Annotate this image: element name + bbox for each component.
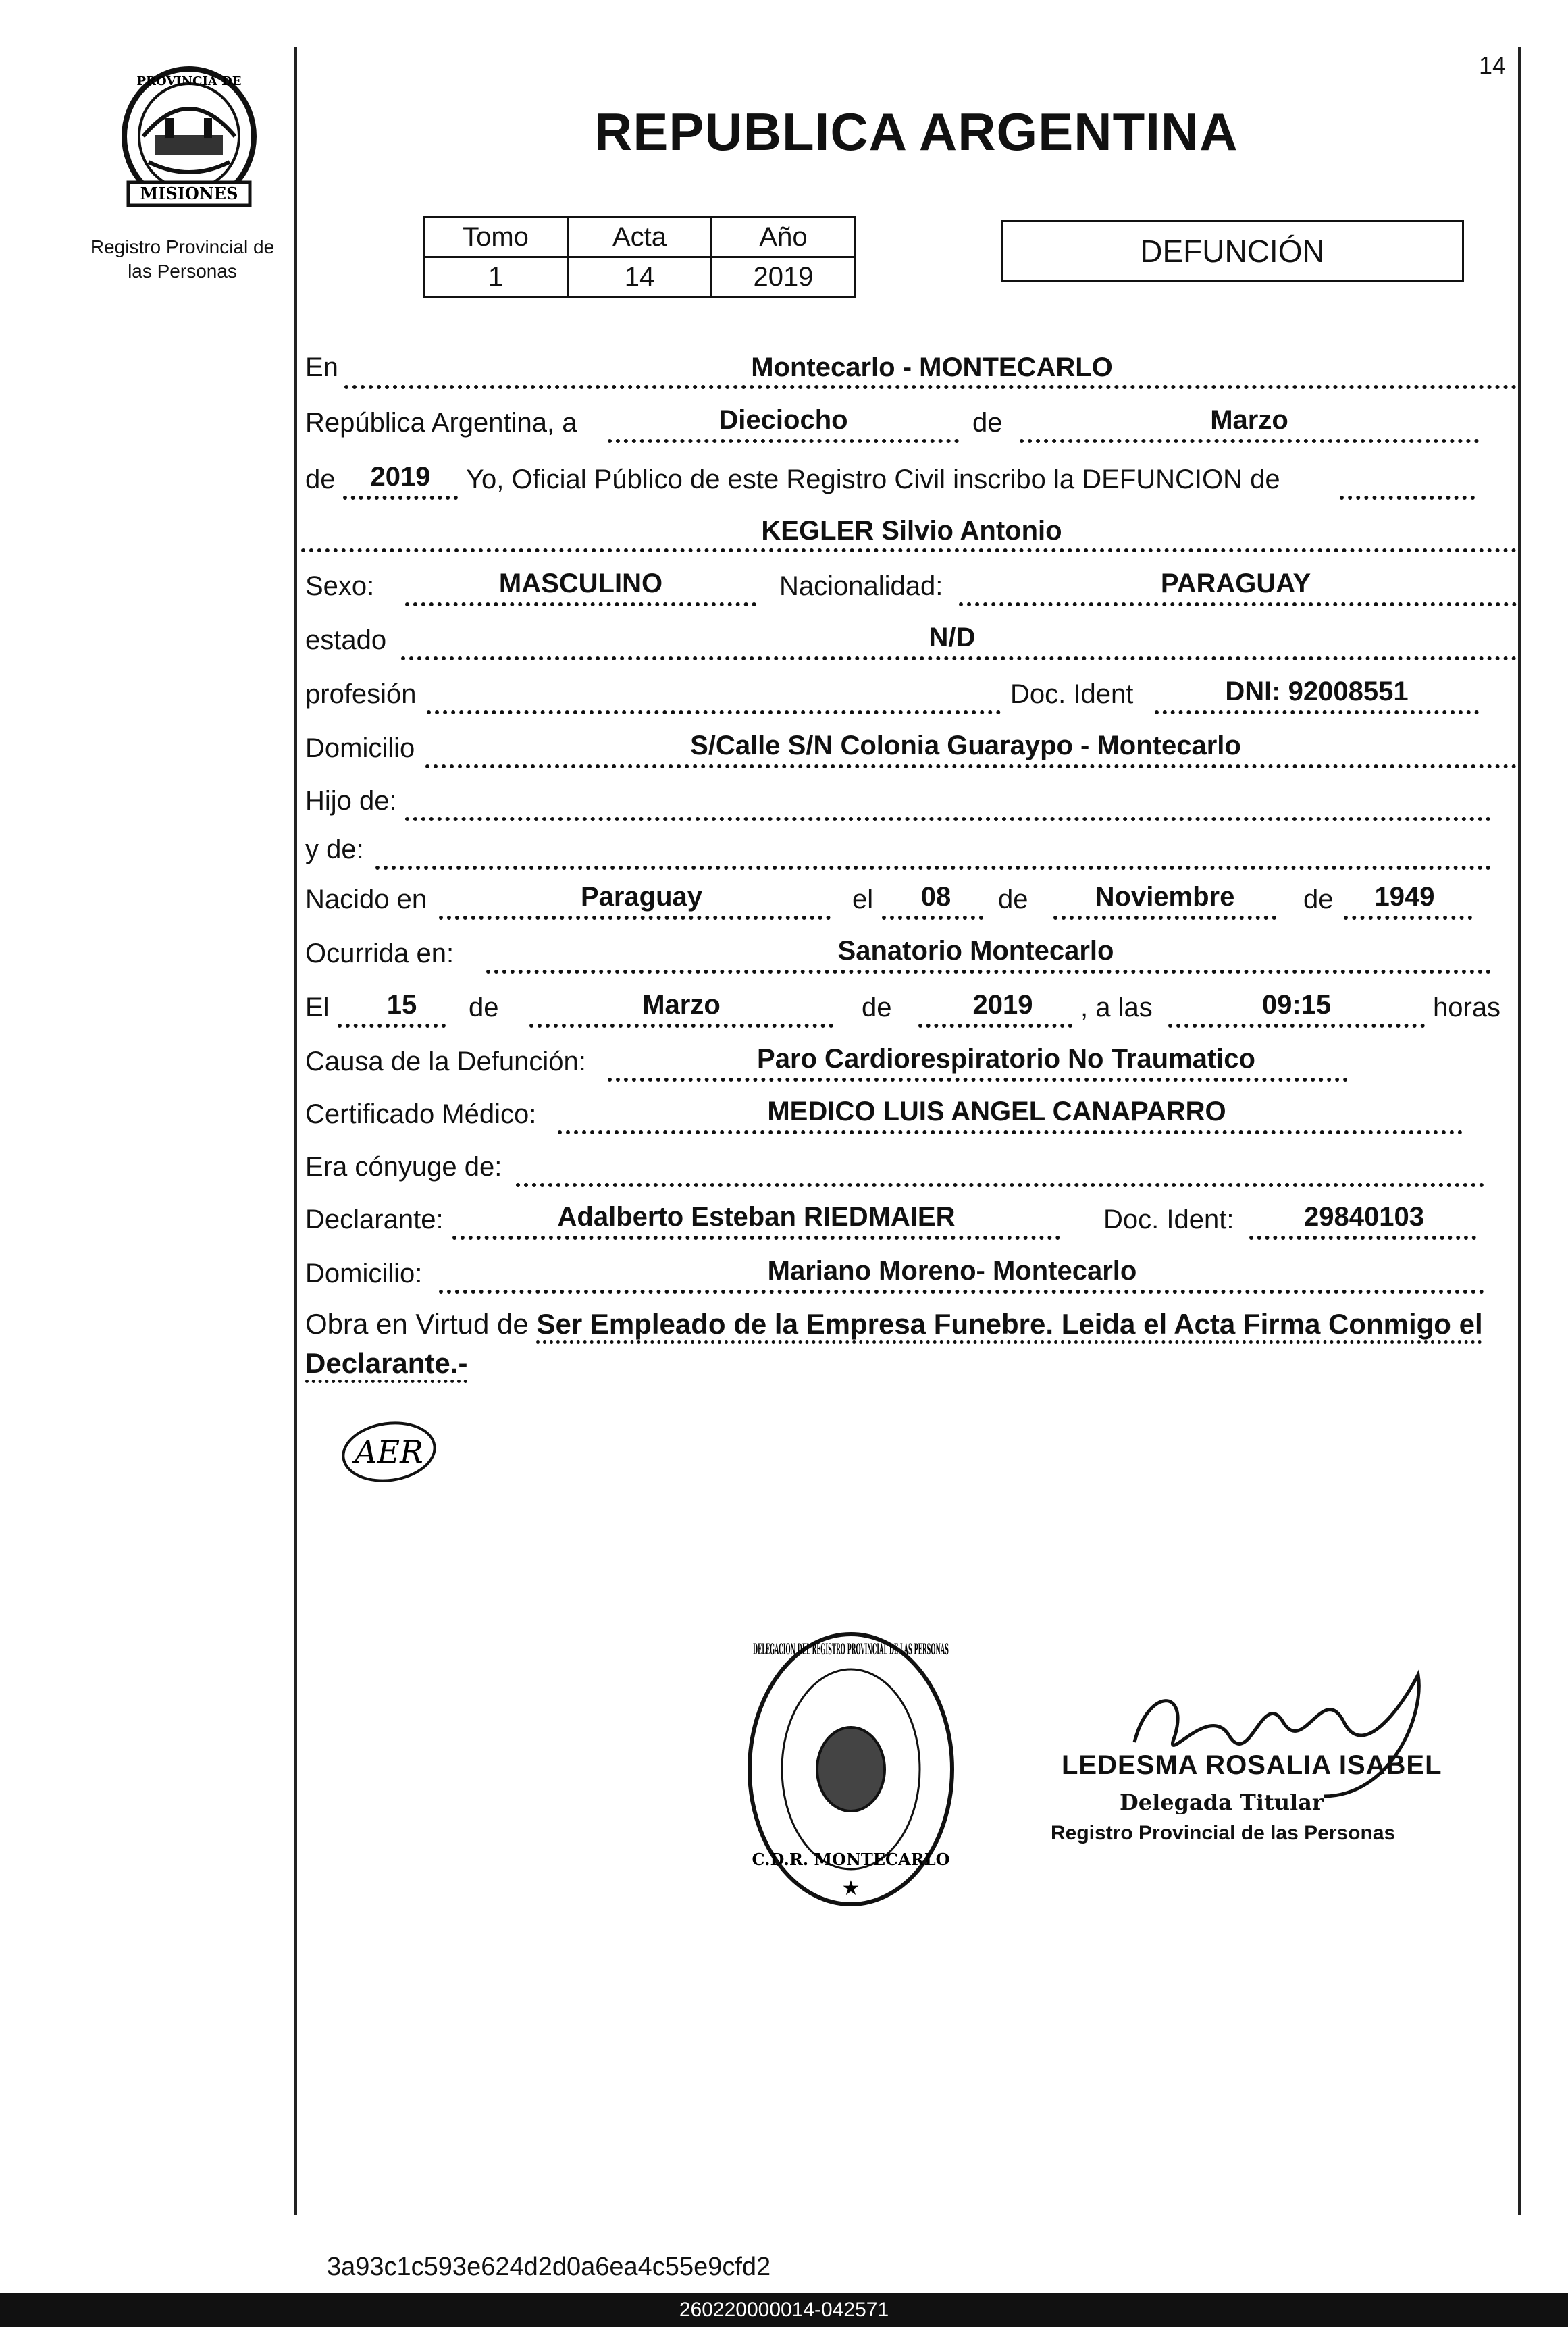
- profesion-label: profesión: [305, 679, 417, 709]
- estado-dotted-line: [401, 656, 1517, 660]
- nac-mes-value: Noviembre: [1095, 882, 1235, 912]
- nacido-dotted-line: [439, 916, 831, 920]
- en-dotted-line: [344, 385, 1517, 389]
- sexo-dotted-line: [405, 602, 756, 606]
- signatory-name: LEDESMA ROSALIA ISABEL: [1062, 1750, 1442, 1780]
- anio-inscripcion-value: 2019: [370, 462, 431, 492]
- nac-mes-dotted-line: [1053, 916, 1276, 920]
- declarante-domicilio-dotted-line: [439, 1290, 1484, 1294]
- def-anio-value: 2019: [972, 990, 1033, 1020]
- initials-text: AER: [355, 1434, 423, 1470]
- el-fecha-label: El: [305, 993, 330, 1022]
- declarante-domicilio-label: Domicilio:: [305, 1259, 423, 1288]
- nac-dia-value: 08: [920, 882, 951, 912]
- causa-label: Causa de la Defunción:: [305, 1047, 586, 1076]
- handwritten-initials: [336, 1414, 444, 1488]
- horas-label: horas: [1433, 993, 1501, 1022]
- declarante-doc-label: Doc. Ident:: [1103, 1205, 1234, 1234]
- declarante-doc-dotted-line: [1249, 1236, 1476, 1240]
- domicilio-label: Domicilio: [305, 733, 415, 763]
- profesion-dotted-line: [427, 710, 1001, 714]
- anio-dotted-line: [343, 496, 458, 500]
- nac-dia-dotted-line: [882, 916, 983, 920]
- obra-label: Obra en Virtud de: [305, 1308, 529, 1340]
- tomo-value: 1: [424, 257, 568, 297]
- official-stamp: [743, 1627, 959, 1911]
- certificado-value: MEDICO LUIS ANGEL CANAPARRO: [767, 1097, 1226, 1126]
- de-label-1: de: [972, 408, 1003, 438]
- domicilio-dotted-line: [425, 764, 1517, 768]
- certificado-label: Certificado Médico:: [305, 1099, 537, 1129]
- estado-label: estado: [305, 625, 387, 655]
- el-label: el: [852, 885, 874, 914]
- conyuge-label: Era cónyuge de:: [305, 1152, 502, 1182]
- republica-label: República Argentina, a: [305, 408, 577, 438]
- nacionalidad-value: PARAGUAY: [1160, 569, 1311, 598]
- de-label-3: de: [1303, 885, 1334, 914]
- signatory-role: Delegada Titular: [1120, 1789, 1324, 1815]
- mes-inscripcion-value: Marzo: [1210, 405, 1288, 435]
- doc-ident-label: Doc. Ident: [1010, 679, 1134, 709]
- record-table: [423, 216, 856, 298]
- ocurrida-dotted-line: [486, 970, 1491, 974]
- ocurrida-en-label: Ocurrida en:: [305, 939, 454, 968]
- left-border-line: [294, 47, 297, 2215]
- nacido-en-value: Paraguay: [580, 882, 703, 912]
- causa-value: Paro Cardiorespiratorio No Traumatico: [757, 1044, 1255, 1074]
- nacionalidad-label: Nacionalidad:: [779, 571, 943, 601]
- conyuge-dotted-line: [516, 1183, 1484, 1187]
- footer-barcode-strip: [0, 2293, 1568, 2327]
- anio-header: Año: [712, 217, 856, 257]
- declarante-doc-value: 29840103: [1304, 1202, 1424, 1232]
- deceased-name-value: KEGLER Silvio Antonio: [761, 516, 1062, 546]
- dia-dotted-line: [608, 439, 959, 443]
- estado-value: N/D: [929, 623, 976, 652]
- def-dia-value: 15: [386, 990, 417, 1020]
- record-type-box: DEFUNCIÓN: [1001, 220, 1464, 282]
- doc-dotted-line: [1155, 710, 1479, 714]
- logo-arc-text: PROVINCIA DE: [136, 74, 242, 88]
- def-hora-value: 09:15: [1261, 990, 1332, 1020]
- hijo-dotted-line: [405, 817, 1491, 821]
- ocurrida-en-value: Sanatorio Montecarlo: [837, 936, 1114, 966]
- a-las-label: , a las: [1080, 993, 1153, 1022]
- de-label-2: de: [998, 885, 1028, 914]
- acta-header: Acta: [568, 217, 712, 257]
- y-de-label: y de:: [305, 835, 364, 864]
- inscribo-text: Yo, Oficial Público de este Registro Civil inscribo la DEFUNCION de: [466, 465, 1280, 494]
- anio-value: 2019: [712, 257, 856, 297]
- def-dia-dotted-line: [338, 1024, 446, 1028]
- def-anio-dotted-line: [918, 1024, 1072, 1028]
- doc-ident-value: DNI: 92008551: [1225, 677, 1409, 706]
- tomo-header: Tomo: [424, 217, 568, 257]
- nac-anio-dotted-line: [1344, 916, 1472, 920]
- registry-caption: Registro Provincial de las Personas: [90, 236, 275, 282]
- hijo-de-label: Hijo de:: [305, 786, 397, 816]
- en-label: En: [305, 352, 338, 382]
- de-label-4: de: [469, 993, 499, 1022]
- declarante-value: Adalberto Esteban RIEDMAIER: [557, 1202, 956, 1232]
- document-hash: 3a93c1c593e624d2d0a6ea4c55e9cfd2: [327, 2253, 771, 2281]
- en-value: Montecarlo - MONTECARLO: [751, 352, 1113, 382]
- obra-en-virtud-row: [305, 1305, 1521, 1383]
- def-mes-value: Marzo: [642, 990, 721, 1020]
- declarante-label: Declarante:: [305, 1205, 444, 1234]
- mes-dotted-line: [1020, 439, 1479, 443]
- sexo-value: MASCULINO: [498, 569, 663, 598]
- right-border-line: [1518, 47, 1521, 2215]
- anio-de-label: de: [305, 465, 336, 494]
- logo-banner-text: MISIONES: [140, 184, 238, 203]
- name-dotted-line: [301, 548, 1517, 552]
- document-title: REPUBLICA ARGENTINA: [594, 102, 1238, 161]
- page-number: 14: [1479, 51, 1507, 79]
- signatory-organization: Registro Provincial de las Personas: [1051, 1822, 1396, 1844]
- acta-value: 14: [568, 257, 712, 297]
- stamp-ring-text: DELEGACION DEL REGISTRO PROVINCIAL DE LAS PERSONAS: [753, 1641, 949, 1658]
- nacido-en-label: Nacido en: [305, 885, 427, 914]
- stamp-center-text: C.D.R. MONTECARLO: [752, 1850, 950, 1869]
- causa-dotted-line: [608, 1078, 1348, 1082]
- footer-code: 260220000014-042571: [679, 2299, 889, 2321]
- nacionalidad-dotted-line: [959, 602, 1517, 606]
- def-mes-dotted-line: [529, 1024, 833, 1028]
- hora-dotted-line: [1168, 1024, 1425, 1028]
- y-de-dotted-line: [375, 866, 1491, 870]
- domicilio-value: S/Calle S/N Colonia Guaraypo - Montecarlo: [690, 731, 1241, 760]
- obra-value: Ser Empleado de la Empresa Funebre. Leida el Acta Firma Conmigo el Declarante.-: [305, 1308, 1483, 1379]
- certificado-dotted-line: [558, 1130, 1463, 1134]
- declarante-domicilio-value: Mariano Moreno- Montecarlo: [767, 1256, 1137, 1286]
- declarante-dotted-line: [452, 1236, 1060, 1240]
- de-label-5: de: [862, 993, 892, 1022]
- dia-inscripcion-value: Dieciocho: [718, 405, 848, 435]
- inscribo-dotted-line: [1340, 496, 1475, 500]
- nac-anio-value: 1949: [1374, 882, 1435, 912]
- stamp-star-icon: ★: [841, 1877, 860, 1900]
- sexo-label: Sexo:: [305, 571, 375, 601]
- misiones-coat-of-arms-logo: [101, 61, 277, 216]
